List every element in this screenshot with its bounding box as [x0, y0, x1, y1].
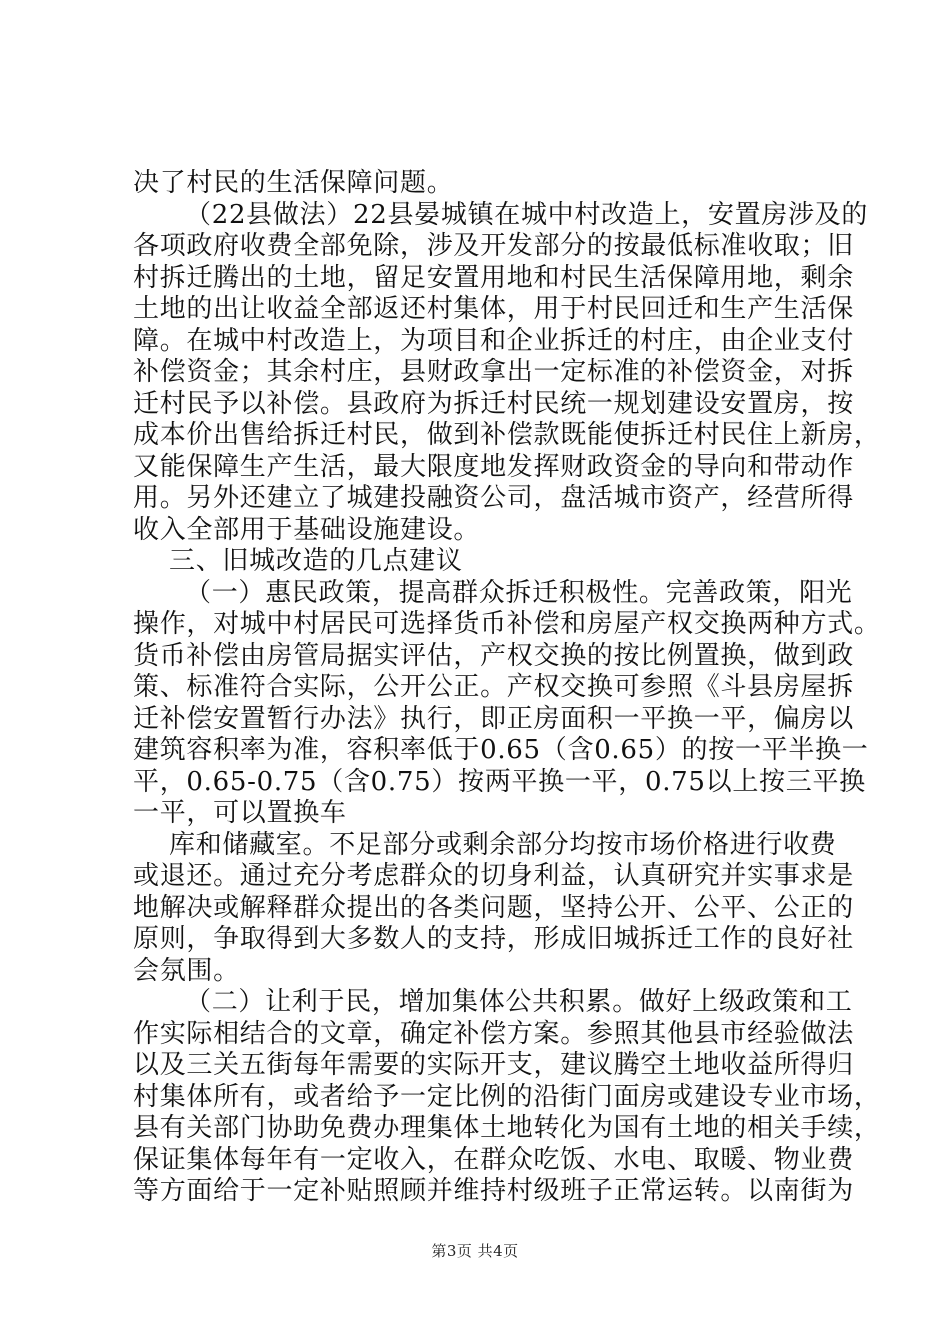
text-line: 村集体所有，或者给予一定比例的沿街门面房或建设专业市场，	[133, 1081, 881, 1112]
text-line: 决了村民的生活保障问题。	[133, 168, 454, 198]
paragraph-start-line: （二）让利于民，增加集体公共积累。做好上级政策和工	[185, 987, 853, 1017]
text-line: 村拆迁腾出的土地，留足安置用地和村民生活保障用地，剩余	[133, 262, 854, 293]
text-line: 操作，对城中村居民可选择货币补偿和房屋产权交换两种方式。	[133, 609, 881, 639]
text-line: 作实际相结合的文章，确定补偿方案。参照其他县市经验做法	[133, 1018, 854, 1049]
paragraph-start-line: （一）惠民政策，提高群众拆迁积极性。完善政策，阳光	[185, 577, 853, 608]
paragraph-start-line: （22县做法）22县晏城镇在城中村改造上，安置房涉及的	[185, 199, 869, 230]
page-number: 第3页 共4页	[431, 1242, 519, 1260]
text-line: 迁村民予以补偿。县政府为拆迁村民统一规划建设安置房，按	[133, 388, 854, 419]
text-line: 建筑容积率为准，容积率低于0.65（含0.65）的按一平半换一	[133, 735, 869, 765]
text-line: 障。在城中村改造上，为项目和企业拆迁的村庄，由企业支付	[133, 325, 854, 356]
text-line: 用。另外还建立了城建投融资公司，盘活城市资产，经营所得	[133, 483, 854, 513]
text-line: 收入全部用于基础设施建设。	[133, 514, 481, 545]
text-line: 各项政府收费全部免除，涉及开发部分的按最低标准收取；旧	[133, 231, 854, 261]
section-heading: 三、旧城改造的几点建议	[169, 546, 463, 576]
text-line: 原则，争取得到大多数人的支持，形成旧城拆迁工作的良好社	[133, 924, 854, 954]
body-text	[133, 168, 881, 1208]
text-line: 会氛围。	[133, 955, 240, 986]
text-line: 成本价出售给拆迁村民，做到补偿款既能使拆迁村民住上新房，	[133, 420, 881, 450]
text-line: 一平，可以置换车	[133, 798, 347, 828]
text-line: 迁补偿安置暂行办法》执行，即正房面积一平换一平，偏房以	[133, 703, 854, 734]
text-line: 以及三关五街每年需要的实际开支，建议腾空土地收益所得归	[133, 1050, 854, 1080]
page-footer	[0, 1240, 950, 1261]
text-line: 货币补偿由房管局据实评估，产权交换的按比例置换，做到政	[133, 640, 854, 671]
text-line: 土地的出让收益全部返还村集体，用于村民回迁和生产生活保	[133, 294, 854, 324]
text-line: 县有关部门协助免费办理集体土地转化为国有土地的相关手续，	[133, 1113, 881, 1143]
text-line: 保证集体每年有一定收入，在群众吃饭、水电、取暖、物业费	[133, 1144, 854, 1175]
text-line: 地解决或解释群众提出的各类问题，坚持公开、公平、公正的	[133, 892, 854, 923]
text-line: 又能保障生产生活，最大限度地发挥财政资金的导向和带动作	[133, 451, 854, 482]
text-line: 补偿资金；其余村庄，县财政拿出一定标准的补偿资金，对拆	[133, 357, 854, 387]
text-line: 平，0.65-0.75（含0.75）按两平换一平，0.75以上按三平换	[133, 766, 866, 797]
paragraph-start-line: 库和储藏室。不足部分或剩余部分均按市场价格进行收费	[169, 829, 837, 860]
text-line: 或退还。通过充分考虑群众的切身利益，认真研究并实事求是	[133, 861, 854, 891]
text-line: 策、标准符合实际，公开公正。产权交换可参照《斗县房屋拆	[133, 672, 854, 702]
text-line: 等方面给于一定补贴照顾并维持村级班子正常运转。以南街为	[133, 1176, 854, 1206]
